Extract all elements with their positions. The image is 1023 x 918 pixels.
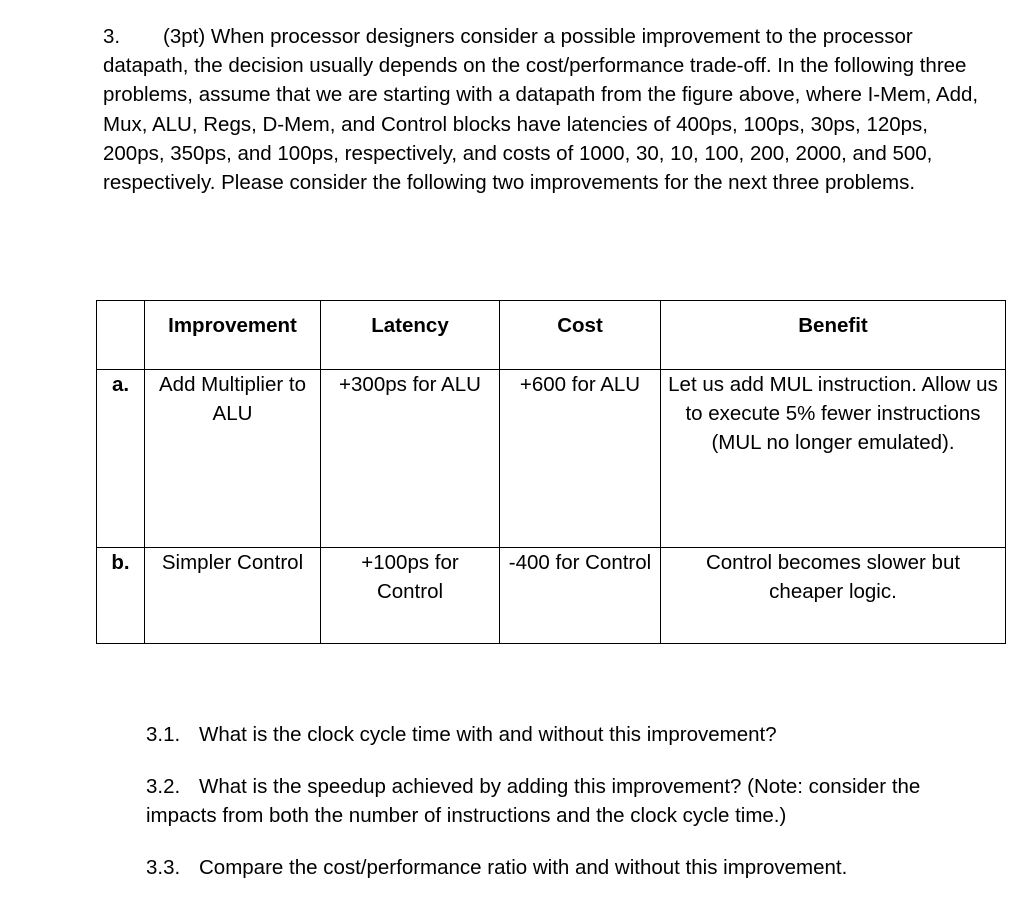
latency-cell: +100ps for Control xyxy=(321,548,500,644)
question-number: 3.2. xyxy=(146,775,181,798)
benefit-cell: Control becomes slower but cheaper logic. xyxy=(661,548,1006,644)
problem-statement xyxy=(103,22,983,197)
improvement-cell: Simpler Control xyxy=(145,548,321,644)
header-label xyxy=(97,301,145,370)
header-cost: Cost xyxy=(500,301,661,370)
question-item xyxy=(146,772,986,830)
improvement-cell: Add Multiplier to ALU xyxy=(145,370,321,548)
row-label: a. xyxy=(97,370,145,548)
table-row xyxy=(97,548,1006,644)
table-row xyxy=(97,370,1006,548)
question-number: 3.1. xyxy=(146,723,181,746)
problem-text: (3pt) When processor designers consider a possible improvement to the processor datapath, the decision usually depends on the cost/performance trade-off. In the following three problems, assume that we are starting with a datapath from the figure above, where I-Mem, Add, Mux, ALU, Regs, D-Mem, and Control blocks have latencies of 400ps, 100ps, 30ps, 120ps, 200ps, 350ps, and 100ps, respectively, and costs of 1000, 30, 10, 100, 200, 2000, and 500, respectively. Please consider the following two improvements for the next three problems. xyxy=(103,25,979,195)
improvements-table xyxy=(96,300,1006,644)
question-item xyxy=(146,853,986,882)
header-latency: Latency xyxy=(321,301,500,370)
header-improvement: Improvement xyxy=(145,301,321,370)
question-text: Compare the cost/performance ratio with and without this improvement. xyxy=(199,856,848,879)
cost-cell: +600 for ALU xyxy=(500,370,661,548)
table-header-row xyxy=(97,301,1006,370)
benefit-cell: Let us add MUL instruction. Allow us to execute 5% fewer instructions (MUL no longer emulated). xyxy=(661,370,1006,548)
question-text: What is the speedup achieved by adding this improvement? (Note: consider the impacts from both the number of instructions and the clock cycle time.) xyxy=(146,775,921,827)
cost-cell: -400 for Control xyxy=(500,548,661,644)
questions-list xyxy=(146,720,986,905)
question-number: 3.3. xyxy=(146,856,181,879)
problem-number: 3. xyxy=(103,25,121,48)
question-text: What is the clock cycle time with and without this improvement? xyxy=(199,723,777,746)
latency-cell: +300ps for ALU xyxy=(321,370,500,548)
question-item xyxy=(146,720,986,749)
header-benefit: Benefit xyxy=(661,301,1006,370)
row-label: b. xyxy=(97,548,145,644)
